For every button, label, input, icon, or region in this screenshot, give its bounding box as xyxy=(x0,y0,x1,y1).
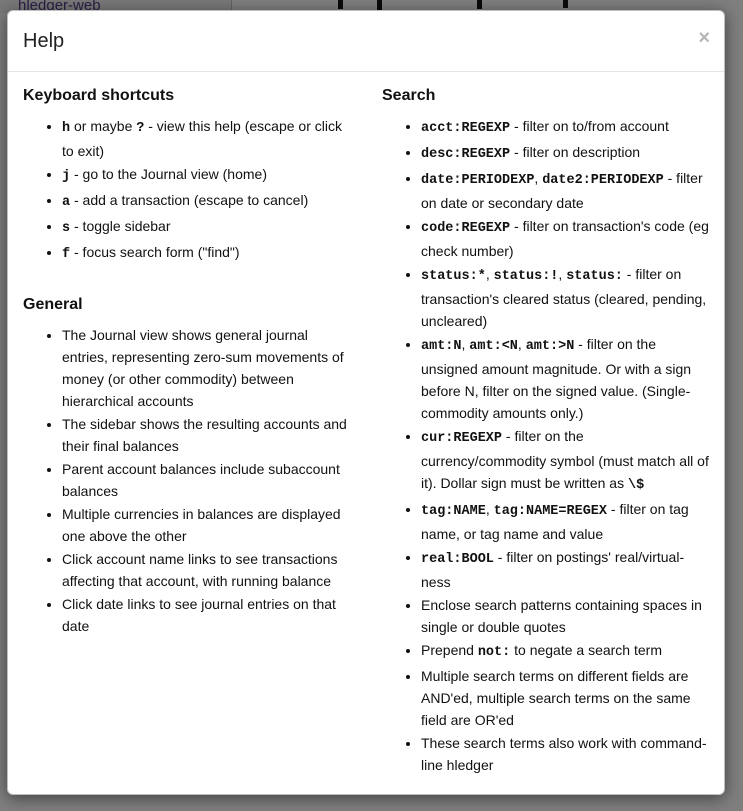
text-segment: - filter on to/from account xyxy=(510,118,669,134)
list-item xyxy=(421,425,711,497)
code-term: \$ xyxy=(627,478,645,493)
list-item xyxy=(421,732,711,776)
code-term: amt:<N xyxy=(469,339,518,354)
list-item xyxy=(421,665,711,731)
help-modal xyxy=(7,10,725,795)
list-item xyxy=(421,215,711,262)
code-term: date2:PERIODEXP xyxy=(542,173,664,188)
text-segment: , xyxy=(534,170,543,186)
list-item xyxy=(62,413,352,457)
list-item xyxy=(62,503,352,547)
code-term: j xyxy=(62,169,71,184)
list-item xyxy=(421,333,711,424)
code-term: h xyxy=(62,121,71,136)
list-item xyxy=(421,639,711,664)
code-term: code:REGEXP xyxy=(421,221,511,236)
text-segment: or maybe xyxy=(70,118,137,134)
code-term: status:* xyxy=(421,269,486,284)
list-item xyxy=(62,593,352,637)
section-heading-general: General xyxy=(23,296,83,313)
list-item xyxy=(62,324,352,412)
code-term: a xyxy=(62,195,71,210)
code-term: ? xyxy=(136,121,145,136)
code-term: not: xyxy=(477,645,511,660)
keyboard-shortcuts-list xyxy=(23,115,352,266)
code-term: acct:REGEXP xyxy=(421,121,511,136)
text-segment: - focus search form ("find") xyxy=(70,244,240,260)
text-segment: - filter on tag name, or tag name and value xyxy=(421,501,689,542)
code-term: cur:REGEXP xyxy=(421,431,503,446)
code-term: real:BOOL xyxy=(421,552,494,567)
text-segment: Parent account balances include subaccount balances xyxy=(62,461,340,499)
list-item xyxy=(421,167,711,214)
list-item xyxy=(62,215,352,240)
code-term: tag:NAME=REGEX xyxy=(493,504,608,519)
text-segment: - filter on date or secondary date xyxy=(421,170,703,211)
code-term: tag:NAME xyxy=(421,504,486,519)
code-term: date:PERIODEXP xyxy=(421,173,535,188)
help-column-left xyxy=(8,87,367,786)
section-heading-search: Search xyxy=(382,87,436,104)
list-item xyxy=(421,594,711,638)
list-item xyxy=(421,115,711,140)
list-item xyxy=(421,546,711,593)
text-segment: - filter on transaction's cleared status (cleared, pending, uncleared) xyxy=(421,266,707,329)
text-segment: - filter on the currency/commodity symbol (must match all of it). Dollar sign must be written as xyxy=(421,428,709,491)
text-segment: - filter on the unsigned amount magnitude. Or with a sign before N, filter on the signed value. (Single-commodity amounts only.) xyxy=(421,336,692,421)
text-segment: - toggle sidebar xyxy=(70,218,171,234)
code-term: s xyxy=(62,221,71,236)
text-segment: , xyxy=(517,336,526,352)
text-segment: , xyxy=(485,266,494,282)
text-segment: Multiple currencies in balances are displayed one above the other xyxy=(62,506,341,544)
code-term: desc:REGEXP xyxy=(421,147,511,162)
code-term: status: xyxy=(566,269,623,284)
text-segment: Prepend xyxy=(421,642,478,658)
list-item xyxy=(62,115,352,162)
list-item xyxy=(421,263,711,332)
list-item xyxy=(421,141,711,166)
search-list xyxy=(382,115,711,776)
text-segment: The Journal view shows general journal entries, representing zero-sum movements of money (or other commodity) between hierarchical accounts xyxy=(62,327,344,409)
text-segment: , xyxy=(558,266,567,282)
text-segment: , xyxy=(461,336,470,352)
text-segment: These search terms also work with command-line hledger xyxy=(421,735,707,773)
list-item xyxy=(62,163,352,188)
code-term: f xyxy=(62,247,71,262)
text-segment: - filter on postings' real/virtual-ness xyxy=(421,549,685,590)
modal-header xyxy=(8,11,724,72)
text-segment: - filter on description xyxy=(510,144,641,160)
text-segment: - add a transaction (escape to cancel) xyxy=(70,192,309,208)
text-segment: Click account name links to see transactions affecting that account, with running balance xyxy=(62,551,338,589)
modal-body xyxy=(8,72,724,795)
text-segment: - go to the Journal view (home) xyxy=(70,166,267,182)
list-item xyxy=(62,189,352,214)
text-segment: Multiple search terms on different fields are AND'ed, multiple search terms on the same field are OR'ed xyxy=(421,668,691,728)
list-item xyxy=(421,498,711,545)
text-segment: The sidebar shows the resulting accounts and their final balances xyxy=(62,416,347,454)
text-segment: Click date links to see journal entries on that date xyxy=(62,596,336,634)
list-item xyxy=(62,241,352,266)
code-term: amt:>N xyxy=(525,339,575,354)
text-segment: Enclose search patterns containing spaces in single or double quotes xyxy=(421,597,702,635)
section-heading-keyboard-shortcuts: Keyboard shortcuts xyxy=(23,87,175,104)
text-segment: to negate a search term xyxy=(510,642,662,658)
text-segment: - filter on transaction's code (eg check number) xyxy=(421,218,709,259)
code-term: status:! xyxy=(493,269,559,284)
text-segment: , xyxy=(485,501,494,517)
list-item xyxy=(62,548,352,592)
text-segment: - view this help (escape or click to exit) xyxy=(62,118,342,159)
general-list xyxy=(23,324,352,637)
modal-title: Help xyxy=(23,30,65,52)
help-column-right xyxy=(367,87,725,786)
code-term: amt:N xyxy=(421,339,462,354)
close-icon[interactable]: × xyxy=(698,27,710,49)
list-item xyxy=(62,458,352,502)
